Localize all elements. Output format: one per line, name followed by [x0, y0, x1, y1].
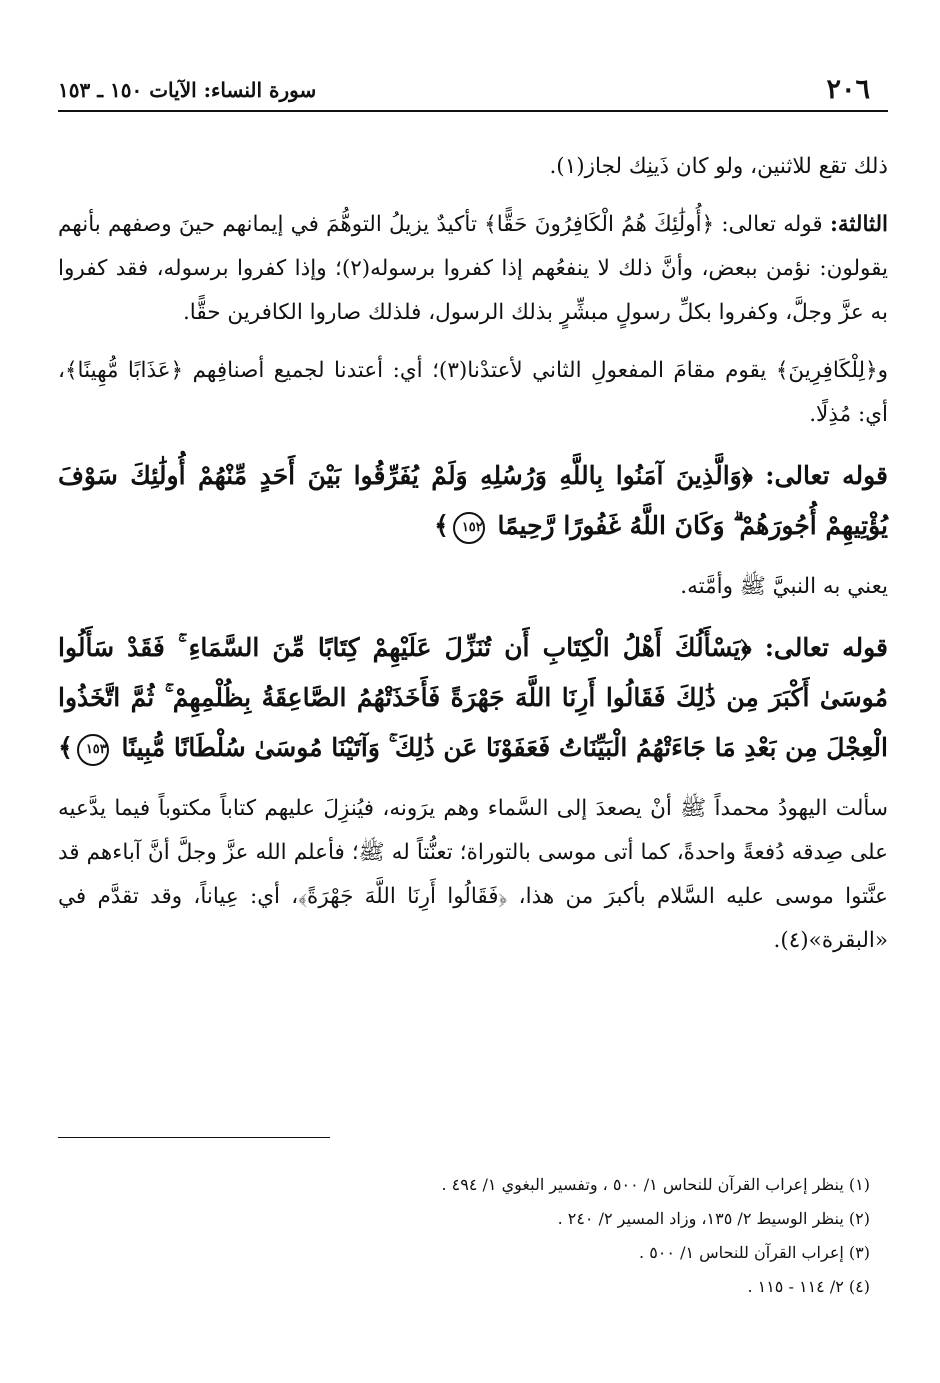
paragraph-5: سألت اليهودُ محمداً ﷺ أنْ يصعدَ إلى السَّماء وهم يرَونه، فيُنزِلَ عليهم كتاباً مكتوباً فيما يدَّعيه على صِدقه دُفعةً واحدةً، كما أتى موسى بالتوراة؛ تعنُّتاً له ﷺ؛ فأعلم الله عزَّ وجلَّ أنَّ آباءهم قد عنَّتوا موسى عليه السَّلام بأكبرَ من هذا، ﴿فَقَالُوا أَرِنَا اللَّهَ جَهْرَةً﴾، أي: عِياناً، وقد تقدَّم في «البقرة»(٤). [58, 796, 888, 953]
verse-close-bracket: ﴾ [434, 511, 449, 540]
verse-close-bracket: ﴾ [58, 733, 73, 762]
footnotes [58, 1168, 870, 1304]
page-header [58, 74, 888, 110]
paragraph-1: ذلك تقع للاثنين، ولو كان ذَينِك لجاز(١). [549, 154, 888, 179]
paragraph-2-text: قوله تعالى: ﴿أُولَٰئِكَ هُمُ الْكَافِرُونَ حَقًّا﴾ تأكيدٌ يزيلُ التوهُّمَ في إيمانهم حينَ وصفهم بأنهم يقولون: نؤمن ببعض، وأنَّ ذلك لا ينفعُهم إذا كفروا برسوله(٢)؛ وإذا كفروا برسوله، فقد كفروا به عزَّ وجلَّ، وكفروا بكلِّ رسولٍ مبشِّرٍ بذلك الرسول، فلذلك صاروا الكافرين حقًّا. [58, 212, 889, 325]
paragraph-4: يعني به النبيَّ ﷺ وأمَّته. [680, 574, 888, 599]
footnote-1: (١) ينظر إعراب القرآن للنحاس ١/ ٥٠٠ ، وتفسير البغوي ١/ ٤٩٤ . [441, 1175, 870, 1194]
footnote-rule [58, 1137, 330, 1138]
footnote-3: (٣) إعراب القرآن للنحاس ١/ ٥٠٠ . [639, 1243, 870, 1262]
verse-153 [58, 623, 888, 773]
verse-intro: قوله تعالى: [765, 461, 888, 490]
ayah-number-marker: ١٥٢ [453, 512, 485, 544]
ayah-number-marker: ١٥٣ [77, 734, 109, 766]
footnote-4: (٤) ٢/ ١١٤ - ١١٥ . [747, 1277, 870, 1296]
main-text [58, 145, 888, 963]
footnote-2: (٢) ينظر الوسيط ٢/ ١٣٥، وزاد المسير ٢/ ٢٤٠ . [557, 1209, 870, 1228]
point-label: الثالثة: [829, 212, 889, 237]
verse-152 [58, 451, 888, 551]
paragraph-3: و﴿لِلْكَافِرِينَ﴾ يقوم مقامَ المفعولِ الثاني لأعتدْنا(٣)؛ أي: أعتدنا لجميع أصنافِهم ﴿عَذَابًا مُّهِينًا﴾، أي: مُذِلًا. [58, 358, 888, 427]
running-title: سورة النساء: الآيات ١٥٠ ـ ١٥٣ [58, 78, 317, 102]
verse-intro: قوله تعالى: [764, 633, 888, 662]
header-rule [58, 110, 888, 112]
verse-text: ﴿وَالَّذِينَ آمَنُوا بِاللَّهِ وَرُسُلِهِ وَلَمْ يُفَرِّقُوا بَيْنَ أَحَدٍ مِّنْهُمْ أُولَٰئِكَ سَوْفَ يُؤْتِيهِمْ أُجُورَهُمْ ۗ وَكَانَ اللَّهُ غَفُورًا رَّحِيمًا [58, 461, 888, 540]
verse-text: ﴿يَسْأَلُكَ أَهْلُ الْكِتَابِ أَن تُنَزِّلَ عَلَيْهِمْ كِتَابًا مِّنَ السَّمَاءِ ۚ فَقَدْ سَأَلُوا مُوسَىٰ أَكْبَرَ مِن ذَٰلِكَ فَقَالُوا أَرِنَا اللَّهَ جَهْرَةً فَأَخَذَتْهُمُ الصَّاعِقَةُ بِظُلْمِهِمْ ۚ ثُمَّ اتَّخَذُوا الْعِجْلَ مِن بَعْدِ مَا جَاءَتْهُمُ الْبَيِّنَاتُ فَعَفَوْنَا عَن ذَٰلِكَ ۚ وَآتَيْنَا مُوسَىٰ سُلْطَانًا مُّبِينًا [58, 633, 888, 762]
page-number: ٢٠٦ [826, 74, 870, 105]
book-page [58, 0, 888, 1383]
paragraph-2 [58, 203, 888, 335]
